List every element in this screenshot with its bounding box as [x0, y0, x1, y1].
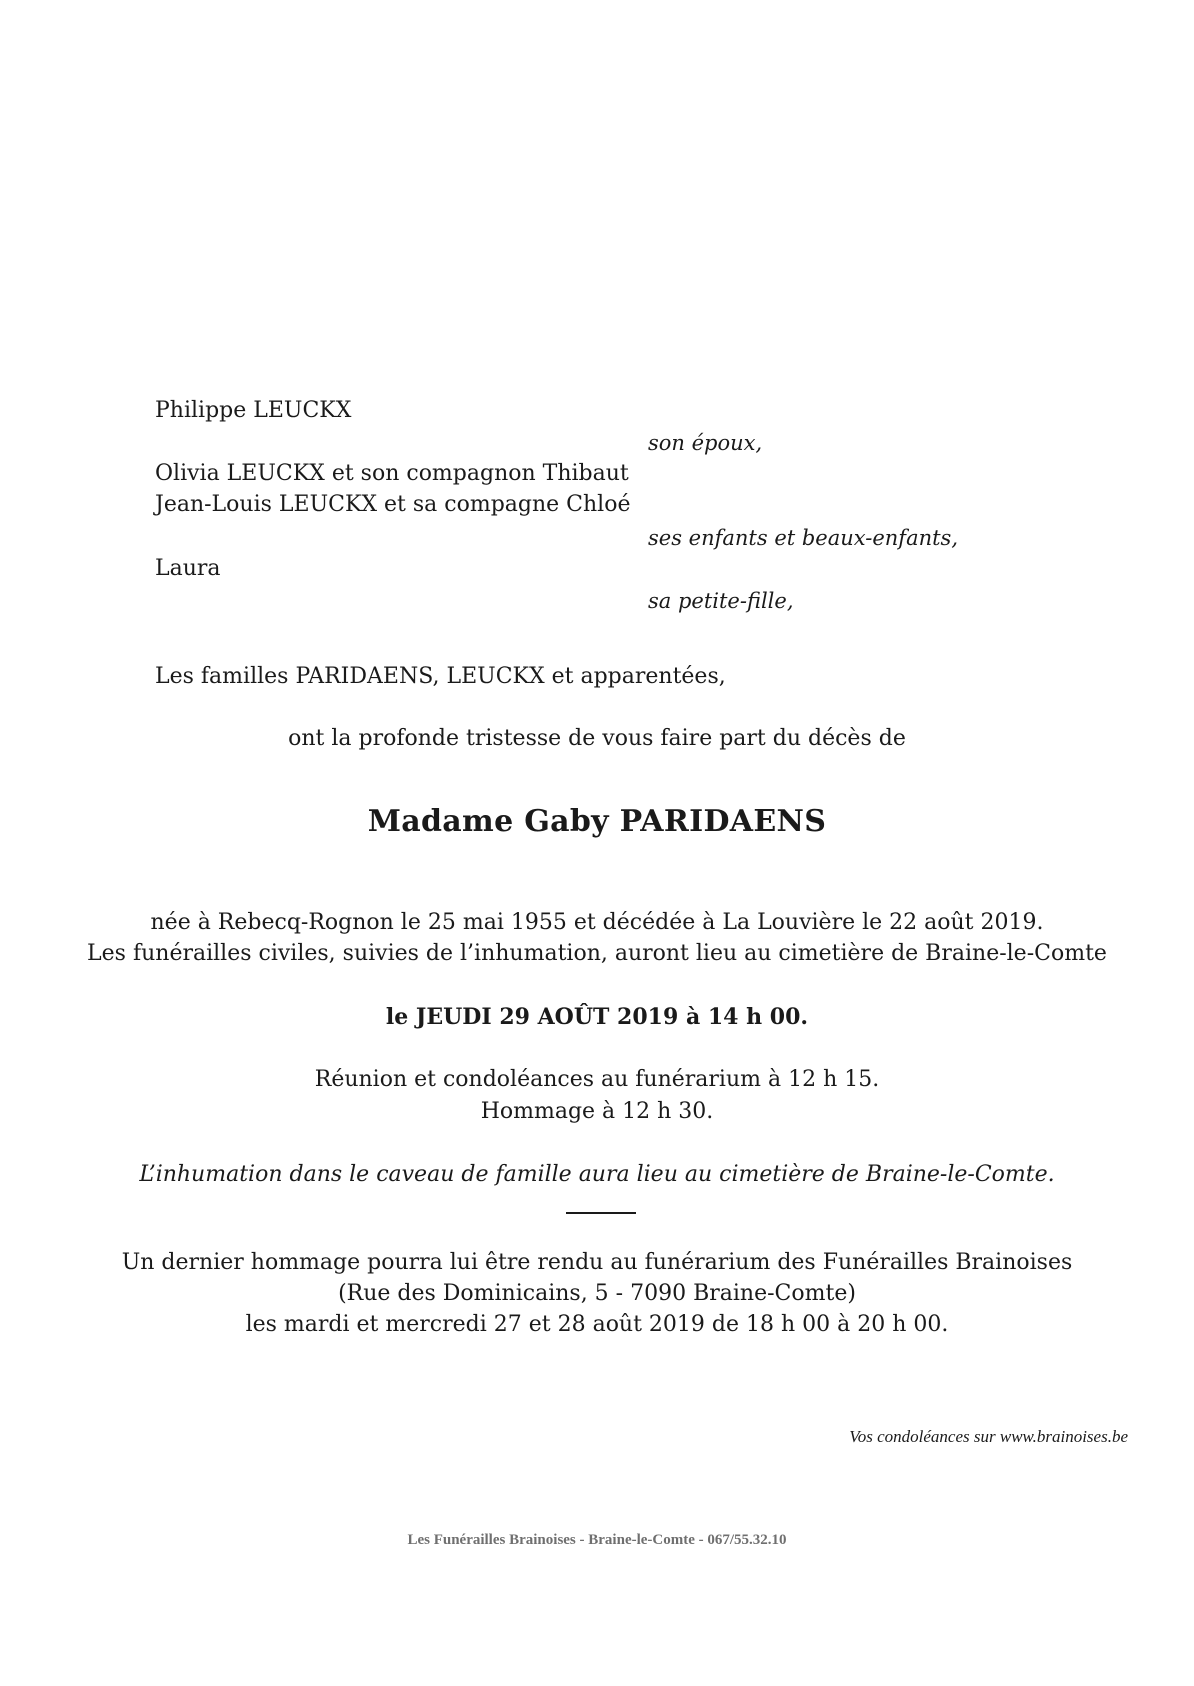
families-line: Les familles PARIDAENS, LEUCKX et apparentées, [155, 664, 726, 689]
granddaughter-role: sa petite-fille, [648, 589, 794, 613]
footer-credit: Les Funérailles Brainoises - Braine-le-Comte - 067/55.32.10 [407, 1532, 787, 1548]
funeral-line: Les funérailles civiles, suivies de l’inhumation, auront lieu au cimetière de Braine-le-Comte [87, 941, 1107, 966]
husband-role: son époux, [648, 431, 763, 455]
child-1: Olivia LEUCKX et son compagnon Thibaut [155, 461, 629, 486]
children-role: ses enfants et beaux-enfants, [648, 526, 959, 550]
separator-line [566, 1212, 636, 1214]
granddaughter-name: Laura [155, 556, 221, 581]
visitation-line-1: Un dernier hommage pourra lui être rendu au funérarium des Funérailles Brainoises [121, 1250, 1073, 1275]
announcement-intro: ont la profonde tristesse de vous faire part du décès de [288, 726, 906, 751]
husband-name: Philippe LEUCKX [155, 398, 352, 423]
funeral-date: le JEUDI 29 AOÛT 2019 à 14 h 00. [385, 1004, 809, 1030]
birth-death-line: née à Rebecq-Rognon le 25 mai 1955 et décédée à La Louvière le 22 août 2019. [150, 910, 1044, 935]
visitation-line-3: les mardi et mercredi 27 et 28 août 2019 de 18 h 00 à 20 h 00. [245, 1312, 949, 1337]
hommage-line: Hommage à 12 h 30. [480, 1099, 714, 1124]
visitation-line-2: (Rue des Dominicains, 5 - 7090 Braine-Comte) [338, 1281, 856, 1306]
deceased-name: Madame Gaby PARIDAENS [367, 804, 827, 839]
burial-note: L’inhumation dans le caveau de famille aura lieu au cimetière de Braine-le-Comte. [139, 1162, 1055, 1187]
reunion-line: Réunion et condoléances au funérarium à 12 h 15. [314, 1067, 880, 1092]
condolences-link-text: Vos condoléances sur www.brainoises.be [849, 1427, 1128, 1446]
child-2: Jean-Louis LEUCKX et sa compagne Chloé [155, 492, 631, 517]
